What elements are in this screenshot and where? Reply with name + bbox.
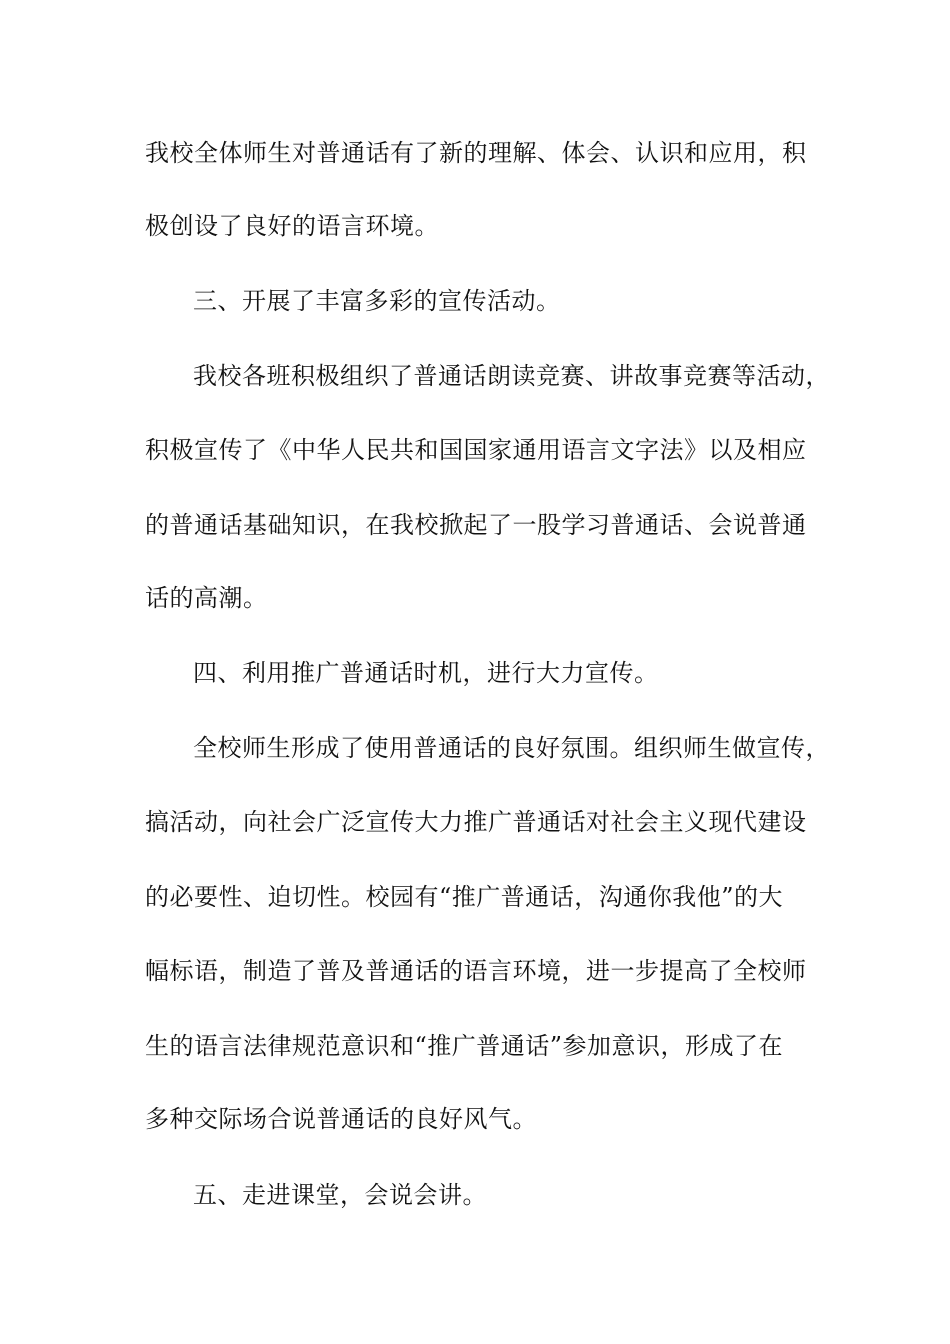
- section-heading-3: 三、开展了丰富多彩的宣传活动。: [193, 287, 561, 315]
- paragraph-line: 话的高潮。: [145, 584, 268, 612]
- paragraph-line: 积极宣传了《中华人民共和国国家通用语言文字法》以及相应: [145, 436, 807, 464]
- paragraph-line: 多种交际场合说普通话的良好风气。: [145, 1105, 537, 1133]
- paragraph-line: 生的语言法律规范意识和“推广普通话”参加意识，形成了在: [145, 1032, 784, 1060]
- paragraph-line: 的普通话基础知识，在我校掀起了一股学习普通话、会说普通: [145, 511, 807, 539]
- paragraph-line: 全校师生形成了使用普通话的良好氛围。组织师生做宣传，: [193, 734, 830, 762]
- paragraph-line: 极创设了良好的语言环境。: [145, 212, 439, 240]
- section-heading-4: 四、利用推广普通话时机，进行大力宣传。: [193, 659, 659, 687]
- paragraph-line: 我校各班积极组织了普通话朗读竞赛、讲故事竞赛等活动，: [193, 362, 830, 390]
- section-heading-5: 五、走进课堂，会说会讲。: [193, 1181, 487, 1209]
- paragraph-line: 我校全体师生对普通话有了新的理解、体会、认识和应用，积: [145, 139, 807, 167]
- paragraph-line: 搞活动，向社会广泛宣传大力推广普通话对社会主义现代建设: [145, 808, 807, 836]
- paragraph-line: 幅标语，制造了普及普通话的语言环境，进一步提高了全校师: [145, 957, 807, 985]
- paragraph-line: 的必要性、迫切性。校园有“推广普通话，沟通你我他”的大: [145, 883, 784, 911]
